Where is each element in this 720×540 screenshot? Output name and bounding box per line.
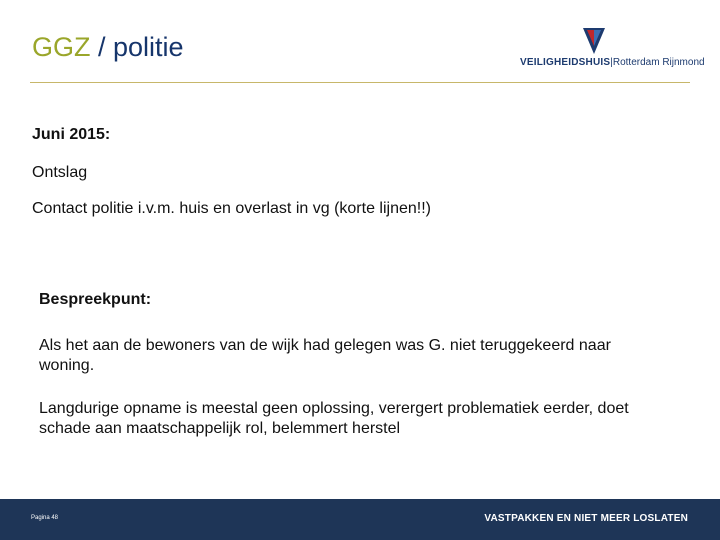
- title-politie: / politie: [90, 32, 184, 62]
- logo-region: Rotterdam Rijnmond: [612, 57, 705, 68]
- header-divider: [30, 82, 690, 83]
- slide-title: [32, 30, 184, 64]
- page-number: Pagina 48: [31, 515, 59, 521]
- section-juni-2015: [32, 125, 672, 219]
- veiligheidshuis-logo: [520, 28, 705, 70]
- section1-item: Ontslag: [32, 164, 88, 181]
- section1-item: Contact politie i.v.m. huis en overlast in vg (korte lijnen!!): [32, 200, 431, 217]
- footer-slogan: VASTPAKKEN EN NIET MEER LOSLATEN: [484, 513, 688, 524]
- title-ggz: GGZ: [32, 32, 91, 62]
- section-bespreekpunt: [39, 290, 659, 439]
- logo-wordmark: [520, 57, 705, 69]
- logo-brand: VEILIGHEIDSHUIS: [520, 57, 611, 68]
- shield-logo-icon: [583, 28, 605, 54]
- section2-paragraph: Langdurige opname is meestal geen oplossing, verergert problematiek eerder, doet schade aan maatschappelijk rol, belemmert herstel: [39, 400, 629, 437]
- section1-heading: Juni 2015:: [32, 126, 111, 143]
- logo-separator: |: [610, 57, 613, 68]
- section2-heading: Bespreekpunt:: [39, 291, 152, 308]
- section2-paragraph: Als het aan de bewoners van de wijk had gelegen was G. niet teruggekeerd naar woning.: [39, 337, 611, 374]
- footer-bar: [0, 499, 720, 540]
